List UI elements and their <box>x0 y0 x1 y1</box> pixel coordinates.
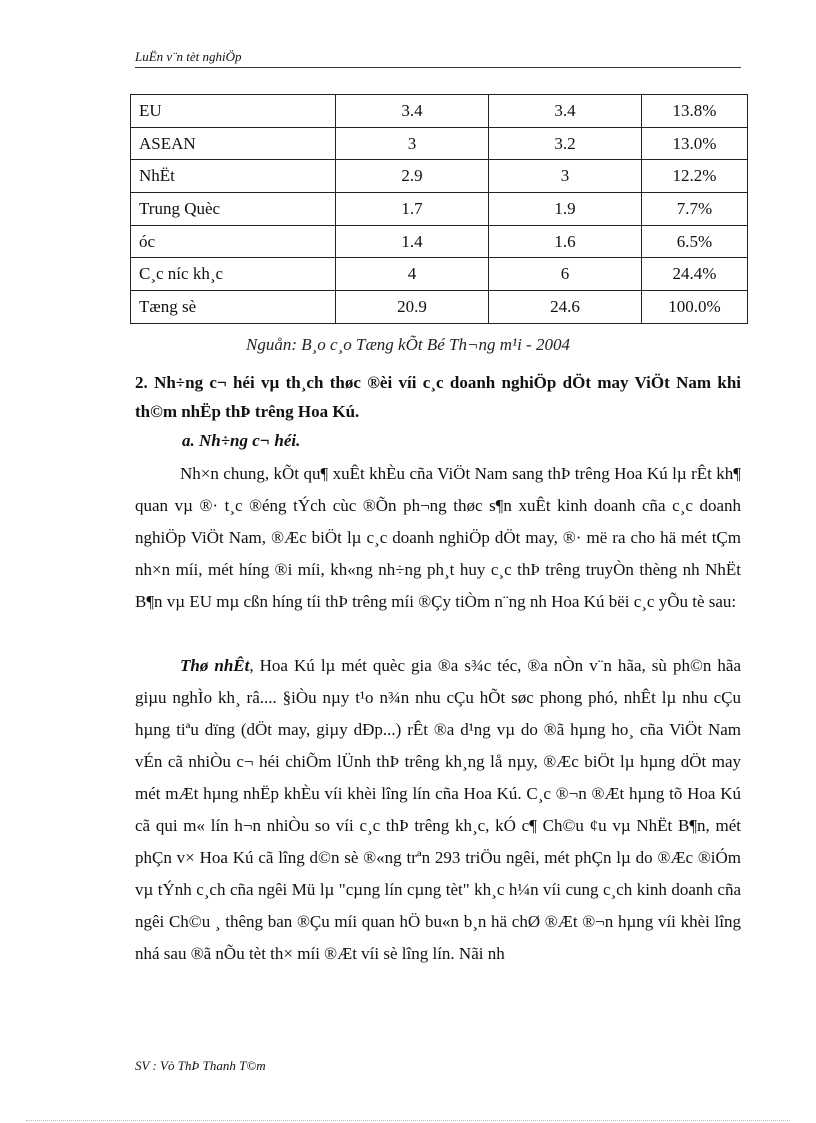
table-cell: 1.4 <box>336 225 489 258</box>
table-cell: 7.7% <box>642 193 748 226</box>
table-row <box>131 95 748 128</box>
subsection-heading: a. Nh÷ng c¬ héi. <box>182 431 301 450</box>
table-row <box>131 258 748 291</box>
table-row <box>131 193 748 226</box>
table-cell: 24.4% <box>642 258 748 291</box>
table-row <box>131 291 748 324</box>
table-cell: 20.9 <box>336 291 489 324</box>
body-paragraph <box>135 458 741 618</box>
table-cell: 24.6 <box>489 291 642 324</box>
table-cell: ASEAN <box>131 127 336 160</box>
table-cell: 3.2 <box>489 127 642 160</box>
table-cell: Trung Quèc <box>131 193 336 226</box>
table-cell: 4 <box>336 258 489 291</box>
paragraph-text: Nh×n chung, kÕt qu¶ xuÊt khÈu cña ViÖt Nam sang thÞ trêng Hoa Kú lµ rÊt kh¶ quan vµ ®· t¸c ®éng tÝch cùc ®Õn ph¬ng thøc s¶n xuÊt kinh doanh cña c¸c doanh nghiÖp ViÖt Nam, ®Æc biÖt lµ c¸c doanh nghiÖp dÖt may, ®· më ra cho hä mét tÇm nh×n míi, mét híng ®i míi, kh«ng nh÷ng ph¸t huy c¸c thÞ trêng truyÒn thèng nh NhËt B¶n vµ EU mµ cßn híng tíi thÞ trêng míi ®Çy tiÒm n¨ng nh Hoa Kú bëi c¸c yÕu tè sau: <box>135 464 741 611</box>
table-cell: 3 <box>336 127 489 160</box>
table-cell: 3.4 <box>336 95 489 128</box>
table-cell: EU <box>131 95 336 128</box>
body-paragraph <box>135 650 741 970</box>
table-cell: 1.7 <box>336 193 489 226</box>
table-row <box>131 160 748 193</box>
table-cell: 6 <box>489 258 642 291</box>
table-cell: 2.9 <box>336 160 489 193</box>
table-cell: 13.0% <box>642 127 748 160</box>
export-market-table <box>130 94 748 324</box>
running-header: LuËn v¨n tèt nghiÖp <box>135 49 242 64</box>
table-cell: 3.4 <box>489 95 642 128</box>
table-cell: 13.8% <box>642 95 748 128</box>
table-cell: 12.2% <box>642 160 748 193</box>
paragraph-text: , Hoa Kú lµ mét quèc gia ®a s¾c téc, ®a nÒn v¨n hãa, sù ph©n hãa giµu nghÌo kh¸ râ.... §iÒu nµy t¹o n¾n nhu cÇu hÕt søc phong phó, nhÊt lµ nhu cÇu hµng tiªu dïng (dÖt may, giµy dÐp...) rÊt ®a d¹ng vµ do ®ã hµng ho¸ cña ViÖt Nam vÉn cã nhiÒu c¬ héi chiÕm lÜnh thÞ trêng kh¸ng lå nµy, ®Æc biÖt lµ hµng dÖt may mét mÆt hµng nhËp khÈu víi khèi lîng lín cña Hoa Kú. C¸c ®¬n ®Æt hµng tõ Hoa Kú cã qui m« lín h¬n nhiÒu so víi c¸c thÞ trêng kh¸c, kÓ c¶ Ch©u ¢u vµ NhËt B¶n, mét phÇn v× Hoa Kú cã lîng d©n sè ®«ng trªn 293 triÖu ngêi, mét phÇn lµ do ®Æc ®iÓm vµ tÝnh c¸ch cña ngêi Mü lµ "cµng lín cµng tèt" kh¸c h¼n víi cung c¸ch kinh doanh cña ngêi Ch©u ¸ thêng ban ®Çu míi quan hÖ bu«n b¸n hä chØ ®Æt ®¬n hµng víi khèi lîng nhá sau ®ã nÕu tèt th× míi ®Æt víi sè lîng lín. Nãi nh <box>135 656 741 963</box>
page-bottom-border <box>26 1120 790 1121</box>
table-cell: Tæng sè <box>131 291 336 324</box>
header-divider <box>135 67 741 68</box>
table-source-caption: Nguån: B¸o c¸o Tæng kÕt Bé Th¬ng m¹i - 2004 <box>246 335 570 354</box>
table-cell: 6.5% <box>642 225 748 258</box>
table-cell: 3 <box>489 160 642 193</box>
table-cell: NhËt <box>131 160 336 193</box>
page-footer: SV : Vò ThÞ Thanh T©m <box>135 1058 266 1073</box>
table-cell: C¸c níc kh¸c <box>131 258 336 291</box>
section-title: 2. Nh÷ng c¬ héi vµ th¸ch thøc ®èi víi c¸c doanh nghiÖp dÖt may ViÖt Nam khi th©m nhËp thÞ trêng Hoa Kú. <box>135 373 741 421</box>
table-cell: 1.6 <box>489 225 642 258</box>
table-cell: óc <box>131 225 336 258</box>
table-row <box>131 127 748 160</box>
table-cell: 1.9 <box>489 193 642 226</box>
paragraph-lead: Thø nhÊt <box>180 656 250 675</box>
table-cell: 100.0% <box>642 291 748 324</box>
table-row <box>131 225 748 258</box>
